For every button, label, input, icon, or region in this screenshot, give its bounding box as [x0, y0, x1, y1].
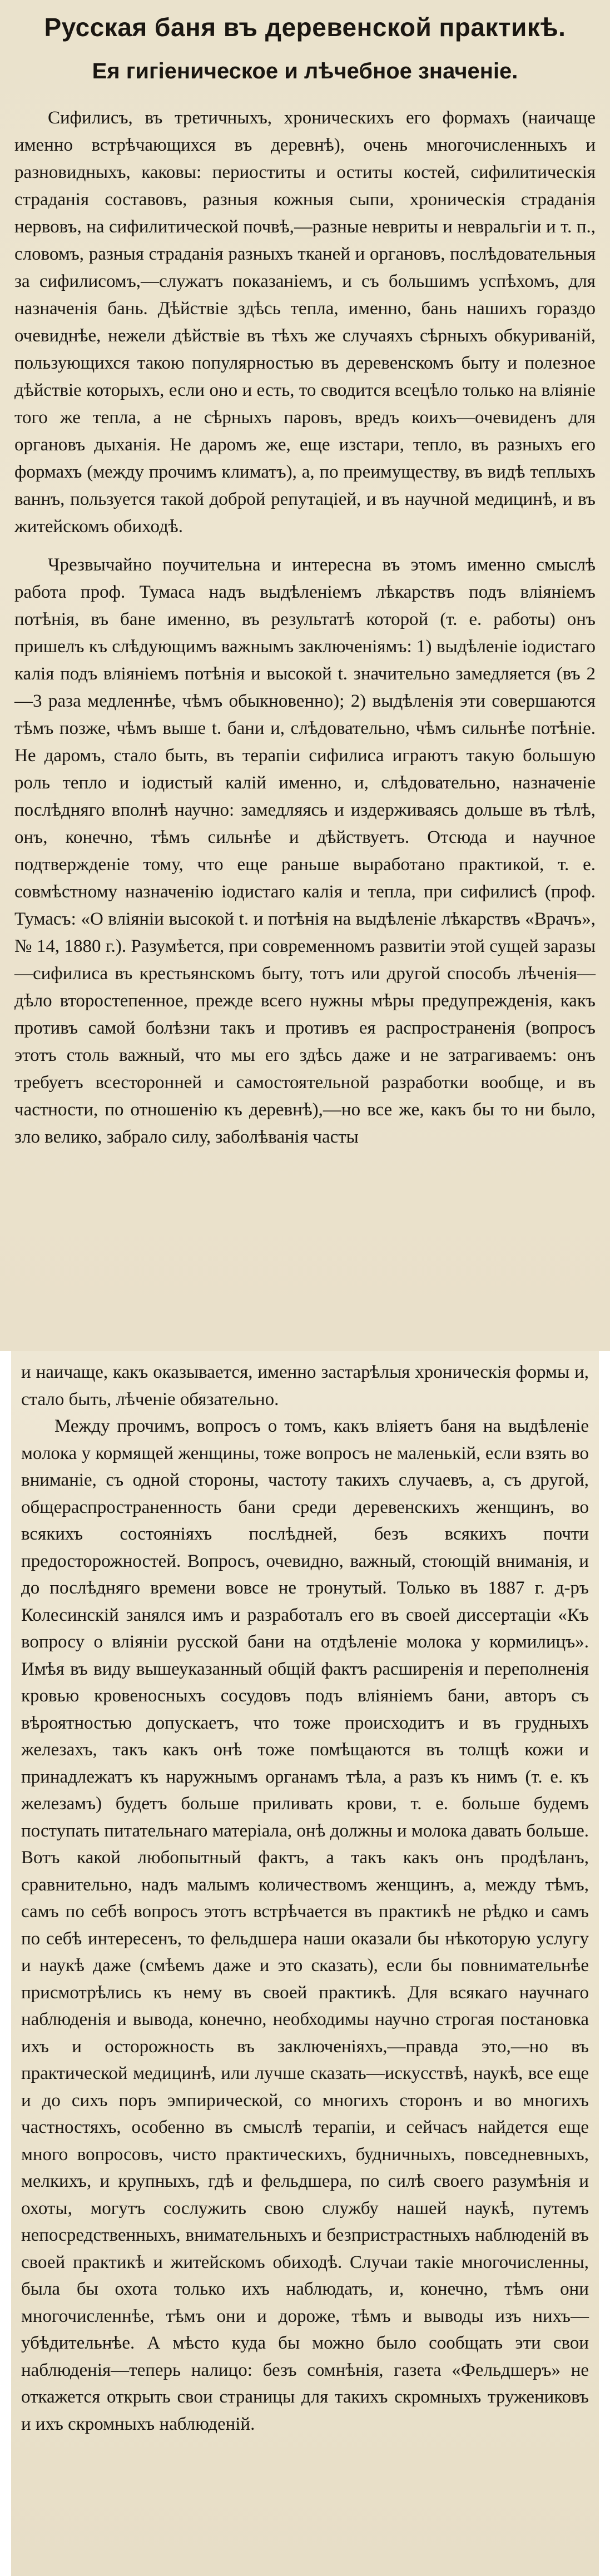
- paragraph-syphilis: Сифилисъ, въ третичныхъ, хроническихъ его формахъ (наичаще именно встрѣчающихся въ деревнѣ), очень многочисленныхъ и разновидныхъ, каковы: периоститы и оститы костей, сифилитическія страданія составовъ, разныя кожныя сыпи, хроническія страданія нервовъ, на сифилитической почвѣ,—разные невриты и невральгіи и т. п., словомъ, разныя страданія разныхъ тканей и органовъ, послѣдовательныя за сифилисомъ,—служатъ показаніемъ, и съ большимъ успѣхомъ, для назначенія бань. Дѣйствіе здѣсь тепла, именно, бань нашихъ гораздо очевиднѣе, нежели дѣйствіе въ тѣхъ же случаяхъ сѣрныхъ обкуриваній, пользующихся такою популярностью въ деревенскомъ быту и полезное дѣйствіе которыхъ, если оно и есть, то сводится всецѣло только на вліяніе того же тепла, а не сѣрныхъ паровъ, вредъ коихъ—очевиденъ для органовъ дыханія. Не даромъ же, еще изстари, тепло, въ разныхъ его формахъ (между прочимъ климатъ), а, по преимуществу, въ видѣ теплыхъ ваннъ, пользуется такой доброй репутаціей, и въ научной медицинѣ, и въ житейскомъ обиходѣ.: [14, 108, 596, 537]
- article-title: Русская баня въ деревенской практикѣ.: [44, 13, 566, 42]
- paragraph-lactation: Между прочимъ, вопросъ о томъ, какъ вліяетъ баня на выдѣленіе молока у кормящей женщины, тоже вопросъ не маленькій, если взять во вниманіе, съ одной стороны, частоту такихъ случаевъ, а, съ другой, общераспространенность бани среди деревенскихъ женщинъ, во всякихъ состояніяхъ послѣдней, безъ всякихъ почти предосторожностей. Вопросъ, очевидно, важный, стоющій вниманія, и до послѣдняго времени вовсе не тронутый. Только въ 1887 г. д-ръ Колесинскій занялся имъ и разработалъ его въ своей диссертаціи «Къ вопросу о вліяніи русской бани на отдѣленіе молока у кормилицъ». Имѣя въ виду вышеуказанный общій фактъ расширенія и переполненія кровью кровеносныхъ сосудовъ подъ вліяніемъ бани, авторъ съ вѣроятностью допускаетъ, что тоже происходитъ и въ грудныхъ железахъ, такъ какъ онѣ тоже помѣщаются въ толщѣ кожи и принадлежатъ къ наружнымъ органамъ тѣла, а разъ къ нимъ (т. е. къ железамъ) будетъ больше приливать крови, т. е. больше будемъ поступать питательнаго матеріала, онѣ должны и молока давать больше. Вотъ какой любопытный фактъ, а такъ какъ онъ продѣланъ, сравнительно, надъ малымъ количествомъ женщинъ, а, между тѣмъ, самъ по себѣ вопросъ этотъ встрѣчается въ практикѣ не рѣдко и самъ по себѣ интересенъ, то фельдшера наши оказали бы нѣкоторую услугу и наукѣ даже (смѣемъ даже и это сказать), если бы повнимательнѣе присмотрѣлись къ нему въ своей практикѣ. Для всякаго научнаго наблюденія и вывода, конечно, необходимы научно строгая постановка ихъ и осторожность въ заключеніяхъ,—правда это,—но въ практической медицинѣ, или лучше сказать—искусствѣ, наукѣ, все еще и до сихъ поръ эмпирической, со многихъ сторонъ и во многихъ частностяхъ, особенно въ смыслѣ терапіи, и сейчасъ найдется еще много вопросовъ, чисто практическихъ, будничныхъ, повседневныхъ, мелкихъ, и крупныхъ, гдѣ и фельдшера, по силѣ своего разумѣнія и охоты, могутъ сослужить свою службу нашей наукѣ, путемъ непосредственныхъ, внимательныхъ и безпристрастныхъ наблюденій въ своей практикѣ и житейскомъ обиходѣ. Случаи такіе многочисленны, была бы охота только ихъ наблюдать, и, конечно, тѣмъ они многочисленнѣе, тѣмъ они и дороже, тѣмъ и выводы изъ нихъ—убѣдительнѣе. А мѣсто куда бы можно было сообщать эти свои наблюденія—теперь налицо: безъ сомнѣнія, газета «Фельдшеръ» не откажется открыть свои страницы для такихъ скромныхъ тружениковъ и ихъ скромныхъ наблюденій.: [21, 1416, 589, 2434]
- article-subtitle: Ея гигіеническое и лѣчебное значеніе.: [92, 59, 518, 83]
- paragraph-professor-tumas: Чрезвычайно поучительна и интересна въ этомъ именно смыслѣ работа проф. Тумаса надъ выдѣленіемъ лѣкарствъ подъ вліяніемъ потѣнія, въ бане именно, въ результатѣ которой (т. е. работы) онъ пришелъ къ слѣдующимъ важнымъ заключеніямъ: 1) выдѣленіе іодистаго калія подъ вліяніемъ потѣнія и высокой t. значительно замедляется (въ 2—3 раза медленнѣе, чѣмъ обыкновенно); 2) выдѣленія эти совершаются тѣмъ позже, чѣмъ выше t. бани и, слѣдовательно, чѣмъ сильнѣе потѣніе. Не даромъ, стало быть, въ терапіи сифилиса играютъ такую большую роль тепло и іодистый калій именно, и, слѣдовательно, назначеніе послѣдняго вполнѣ научно: замедляясь и издерживаясь дольше въ тѣлѣ, онъ, конечно, тѣмъ сильнѣе и дѣйствуетъ. Отсюда и научное подтвержденіе тому, что еще раньше выработано практикой, т. е. совмѣстному назначенію іодистаго калія и тепла, при сифилисѣ (проф. Тумасъ: «О вліяніи высокой t. и потѣнія на выдѣленіе лѣкарствъ «Врачъ», № 14, 1880 г.). Разумѣется, при современномъ развитіи этой сущей заразы—сифилиса въ крестьянскомъ быту, тотъ или другой способъ лѣченія—дѣло второстепенное, прежде всего нужны мѣры предупрежденія, какъ противъ самой болѣзни такъ и противъ ея распространенія (вопросъ этотъ столь важный, что мы его здѣсь даже и не затрагиваемъ: онъ требуетъ всесторонней и самостоятельной разработки вообще, и въ частности, по отношенію къ деревнѣ),—но все же, какъ бы то ни было, зло велико, забрало силу, заболѣванія часты: [14, 555, 596, 1147]
- newspaper-clipping-bottom: [11, 1351, 599, 2576]
- paragraph-continuation: и наичаще, какъ оказывается, именно застарѣлыя хроническія формы и, стало быть, лѣченіе обязательно.: [21, 1362, 589, 1409]
